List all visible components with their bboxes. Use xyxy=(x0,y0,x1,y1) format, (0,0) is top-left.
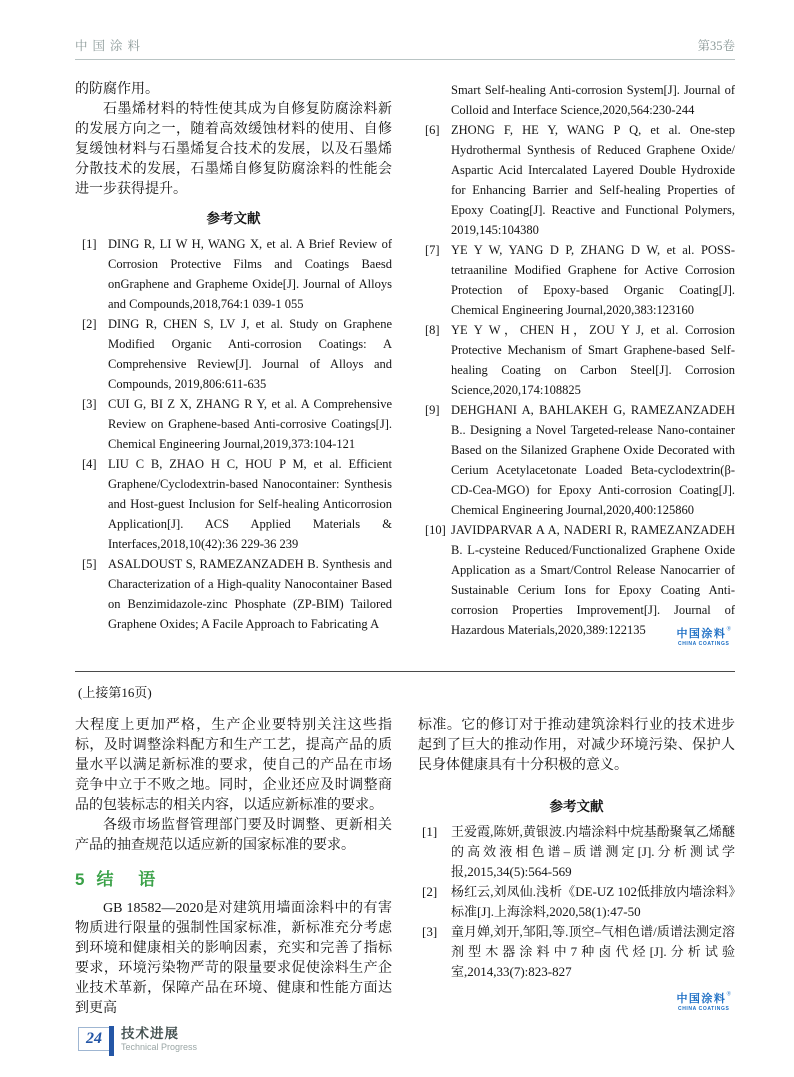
reference-text: 王爱霞,陈妍,黄银波.内墙涂料中烷基酚聚氧乙烯醚的高效液相色谱–质谱测定[J].分析测试学报,2015,34(5):564-569 xyxy=(451,824,735,879)
article-1 xyxy=(75,80,735,647)
page-number: 24 xyxy=(78,1027,109,1051)
reference-number: [3] xyxy=(82,397,97,411)
references-heading: 参考文献 xyxy=(549,799,604,814)
reference-number: [7] xyxy=(425,243,440,257)
article-2-left-column xyxy=(75,716,392,1019)
article-1-left-column xyxy=(75,80,392,647)
reference-number: [3] xyxy=(422,924,438,939)
reference-number: [9] xyxy=(425,403,440,417)
paragraph: 大程度上更加严格，生产企业要特别关注这些指标，及时调整涂料配方和生产工艺，提高产品的质量水平以满足新标准的要求，使自己的产品在市场竞争中立于不败之地。同时，企业还应及时调整商品的包装标志的相关内容，以适应新标准的要求。 xyxy=(75,718,392,813)
reference-continuation: Smart Self-healing Anti-corrosion System[J]. Journal of Colloid and Interface Science,2020,564:230-244 xyxy=(451,83,735,117)
reference-item xyxy=(418,320,735,400)
reference-text: 童月婵,刘开,邹阳,等.顶空–气相色谱/质谱法测定溶剂型木器涂料中7种卤代烃[J].分析试验室,2014,33(7):823-827 xyxy=(451,924,735,979)
reference-number: [2] xyxy=(82,317,97,331)
reference-number: [4] xyxy=(82,457,97,471)
article-divider-rule xyxy=(75,671,735,672)
reference-item xyxy=(418,520,735,640)
reference-item xyxy=(418,882,735,922)
reference-number: [6] xyxy=(425,123,440,137)
section-title: 结 语 xyxy=(96,870,166,889)
reference-item xyxy=(75,454,392,554)
paragraph: 石墨烯材料的特性使其成为自修复防腐涂料新的发展方向之一，随着高效缓蚀材料的使用、自修复缓蚀材料与石墨烯复合技术的发展，以及石墨烯分散技术的发展，石墨烯自修复防腐涂料的性能会进一步获得提升。 xyxy=(75,102,392,197)
paragraph: GB 18582—2020是对建筑用墙面涂料中的有害物质进行限量的强制性国家标准，新标准充分考虑到环境和健康相关的影响因素，充实和完善了指标要求，环境污染物严苛的限量要求促使涂料生产企业技术革新，保障产品在环境、健康和性能方面达到更高 xyxy=(75,901,392,1016)
china-coatings-logo xyxy=(676,625,731,647)
page-footer xyxy=(78,1026,197,1056)
reference-number: [10] xyxy=(425,523,446,537)
logo-chinese-name: 中国涂料 xyxy=(676,993,727,1005)
reference-text: YE Y W，CHEN H，ZOU Y J, et al. Corrosion Protective Mechanism of Smart Graphene-based Self-healing Coating on Carbon Steel[J]. Corrosion Science,2020,174:108825 xyxy=(451,323,735,397)
reference-number: [2] xyxy=(422,884,438,899)
reference-text: DING R, CHEN S, LV J, et al. Study on Graphene Modified Organic Anti-corrosion Coatings: A Comprehensive Review[J]. Journal of Alloys and Compounds, 2019,806:611-635 xyxy=(108,317,392,391)
running-header xyxy=(75,36,735,60)
footer-section-titles xyxy=(114,1026,197,1056)
logo-english-name: CHINA COATINGS xyxy=(677,1005,730,1012)
reference-item xyxy=(75,314,392,394)
footer-section-name-en: Technical Progress xyxy=(121,1042,198,1052)
reference-text: DEHGHANI A, BAHLAKEH G, RAMEZANZADEH B.. Designing a Novel Targeted-release Nano-container Based on the Silanized Graphene Oxide Decorated with Cerium Acetylacetonate Loaded Beta-cyclodextrin(β-CD-Cea-MGO) for Epoxy Anti-corrosion Coating[J]. Chemical Engineering Journal,2020,400:125860 xyxy=(451,403,735,517)
reference-text: ZHONG F, HE Y, WANG P Q, et al. One-step Hydrothermal Synthesis of Reduced Graphene Oxide/ Aspartic Acid Intercalated Layered Double Hydroxide for Enhancing Barrier and Self-healing Properties of Epoxy Coating[J]. Reactive and Functional Polymers, 2019,145:104380 xyxy=(451,123,735,237)
article-1-right-column xyxy=(418,80,735,647)
reference-text: CUI G, BI Z X, ZHANG R Y, et al. A Comprehensive Review on Graphene-based Anti-corrosive Coatings[J]. Chemical Engineering Journal,2019,373:104-121 xyxy=(108,397,392,451)
reference-text: LIU C B, ZHAO H C, HOU P M, et al. Efficient Graphene/Cyclodextrin-based Nanocontainer: Synthesis and Host-guest Inclusion for Self-healing Anticorrosion Application[J]. ACS Applied Materials & Interfaces,2018,10(42):36 229-36 239 xyxy=(108,457,392,551)
article-2-right-column xyxy=(418,716,735,1019)
reference-number: [5] xyxy=(82,557,97,571)
reference-text: DING R, LI W H, WANG X, et al. A Brief Review of Corrosion Protective Films and Coatings Baesd onGraphene and Grapheme Oxide[J]. Journal of Alloys and Compounds,2018,764:1 039-1 055 xyxy=(108,237,392,311)
paragraph: 标准。它的修订对于推动建筑涂料行业的技术进步起到了巨大的推动作用，对减少环境污染、保护人民身体健康具有十分积极的意义。 xyxy=(418,718,735,773)
reference-number: [1] xyxy=(82,237,97,251)
article-2 xyxy=(75,716,735,1019)
logo-wrapper xyxy=(418,990,735,1012)
reference-item xyxy=(418,240,735,320)
reference-item xyxy=(418,120,735,240)
registered-mark-icon: ® xyxy=(726,991,731,998)
reference-text: YE Y W, YANG D P, ZHANG D W, et al. POSS-tetraaniline Modified Graphene for Active Corrosion Protection of Epoxy-based Organic Coating[J]. Chemical Engineering Journal,2020,383:123160 xyxy=(451,243,735,317)
section-heading-conclusion xyxy=(75,869,392,891)
paragraph: 各级市场监督管理部门要及时调整、更新相关产品的抽查规范以适应新的国家标准的要求。 xyxy=(75,818,392,853)
footer-section-name-cn: 技术进展 xyxy=(121,1026,179,1041)
section-number: 5 xyxy=(75,870,85,889)
reference-item xyxy=(75,234,392,314)
reference-text: ASALDOUST S, RAMEZANZADEH B. Synthesis and Characterization of a High-quality Nanocontainer Based on Benzimidazole-zinc Phosphate (ZP-BIM) Tailored Graphene Oxides; A Facile Approach to Fabricating A xyxy=(108,557,392,631)
reference-item xyxy=(418,922,735,982)
reference-number: [8] xyxy=(425,323,440,337)
reference-number: [1] xyxy=(422,824,438,839)
reference-text: 杨红云,刘凤仙.浅析《DE-UZ 102低排放内墙涂料》标准[J].上海涂料,2020,58(1):47-50 xyxy=(451,884,735,919)
logo-english-name: CHINA COATINGS xyxy=(677,640,730,647)
paragraph: 的防腐作用。 xyxy=(75,82,159,97)
reference-item xyxy=(75,554,392,634)
journal-title: 中国涂料 xyxy=(75,39,146,53)
references-heading: 参考文献 xyxy=(206,211,261,226)
reference-item xyxy=(418,400,735,520)
reference-item xyxy=(75,394,392,454)
china-coatings-logo xyxy=(676,990,731,1012)
volume-label: 第35卷 xyxy=(697,39,735,53)
registered-mark-icon: ® xyxy=(726,626,731,633)
reference-item xyxy=(418,822,735,882)
continued-from-note: (上接第16页) xyxy=(78,685,152,700)
reference-text: JAVIDPARVAR A A, NADERI R, RAMEZANZADEH B. L-cysteine Reduced/Functionalized Graphene Oxide Application as a Smart/Control Release Nanocarrier of Sustainable Cerium Ions for Epoxy Coating Anti-corrosion Properties Improvement[J]. Journal of Hazardous Materials,2020,389:122135 xyxy=(451,523,735,637)
logo-chinese-name: 中国涂料 xyxy=(676,627,727,640)
